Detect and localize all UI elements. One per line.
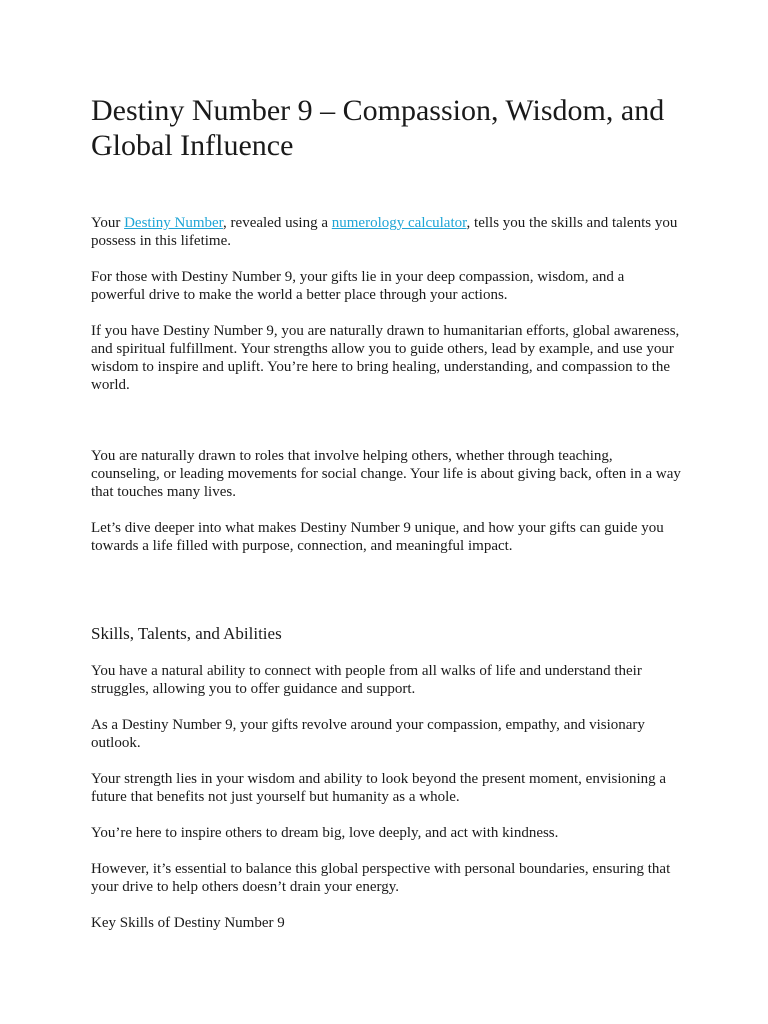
destiny-number-link[interactable]: Destiny Number [124, 215, 224, 231]
paragraph-humanitarian: If you have Destiny Number 9, you are naturally drawn to humanitarian efforts, global awareness, and spiritual fulfillment. Your strengths allow you to guide others, lead by example, and use your wisdom to inspire and uplift. You’re here to bring healing, understanding, and compassion to the world. [91, 323, 680, 393]
paragraph-roles: You are naturally drawn to roles that involve helping others, whether through teaching, counseling, or leading movements for social change. Your life is about giving back, often in a way that touches many lives. [91, 448, 681, 500]
page-title: Destiny Number 9 – Compassion, Wisdom, and Global Influence [91, 94, 665, 162]
paragraph-connect: You have a natural ability to connect with people from all walks of life and understand their struggles, allowing you to offer guidance and support. [91, 663, 642, 697]
intro-suffix: , tells you the skills and talents you possess in this lifetime. [91, 215, 678, 249]
paragraph-strength: Your strength lies in your wisdom and ability to look beyond the present moment, envisioning a future that benefits not just yourself but humanity as a whole. [91, 771, 667, 805]
numerology-calculator-link[interactable]: numerology calculator [331, 215, 467, 231]
paragraph-gifts: For those with Destiny Number 9, your gifts lie in your deep compassion, wisdom, and a powerful drive to make the world a better place through your actions. [91, 269, 625, 303]
paragraph-inspire: You’re here to inspire others to dream big, love deeply, and act with kindness. [91, 825, 559, 841]
section-heading: Skills, Talents, and Abilities [91, 624, 282, 643]
intro-prefix: Your [91, 215, 125, 231]
intro-middle: , revealed using a [223, 215, 332, 231]
key-skills-subheading: Key Skills of Destiny Number 9 [91, 915, 285, 931]
paragraph-balance: However, it’s essential to balance this global perspective with personal boundaries, ensuring that your drive to help others doesn’t drain your energy. [91, 861, 671, 895]
intro-paragraph [91, 214, 681, 250]
paragraph-gifts-revolve: As a Destiny Number 9, your gifts revolve around your compassion, empathy, and visionary outlook. [91, 717, 645, 751]
paragraph-dive-deeper: Let’s dive deeper into what makes Destiny Number 9 unique, and how your gifts can guide you towards a life filled with purpose, connection, and meaningful impact. [91, 520, 664, 554]
